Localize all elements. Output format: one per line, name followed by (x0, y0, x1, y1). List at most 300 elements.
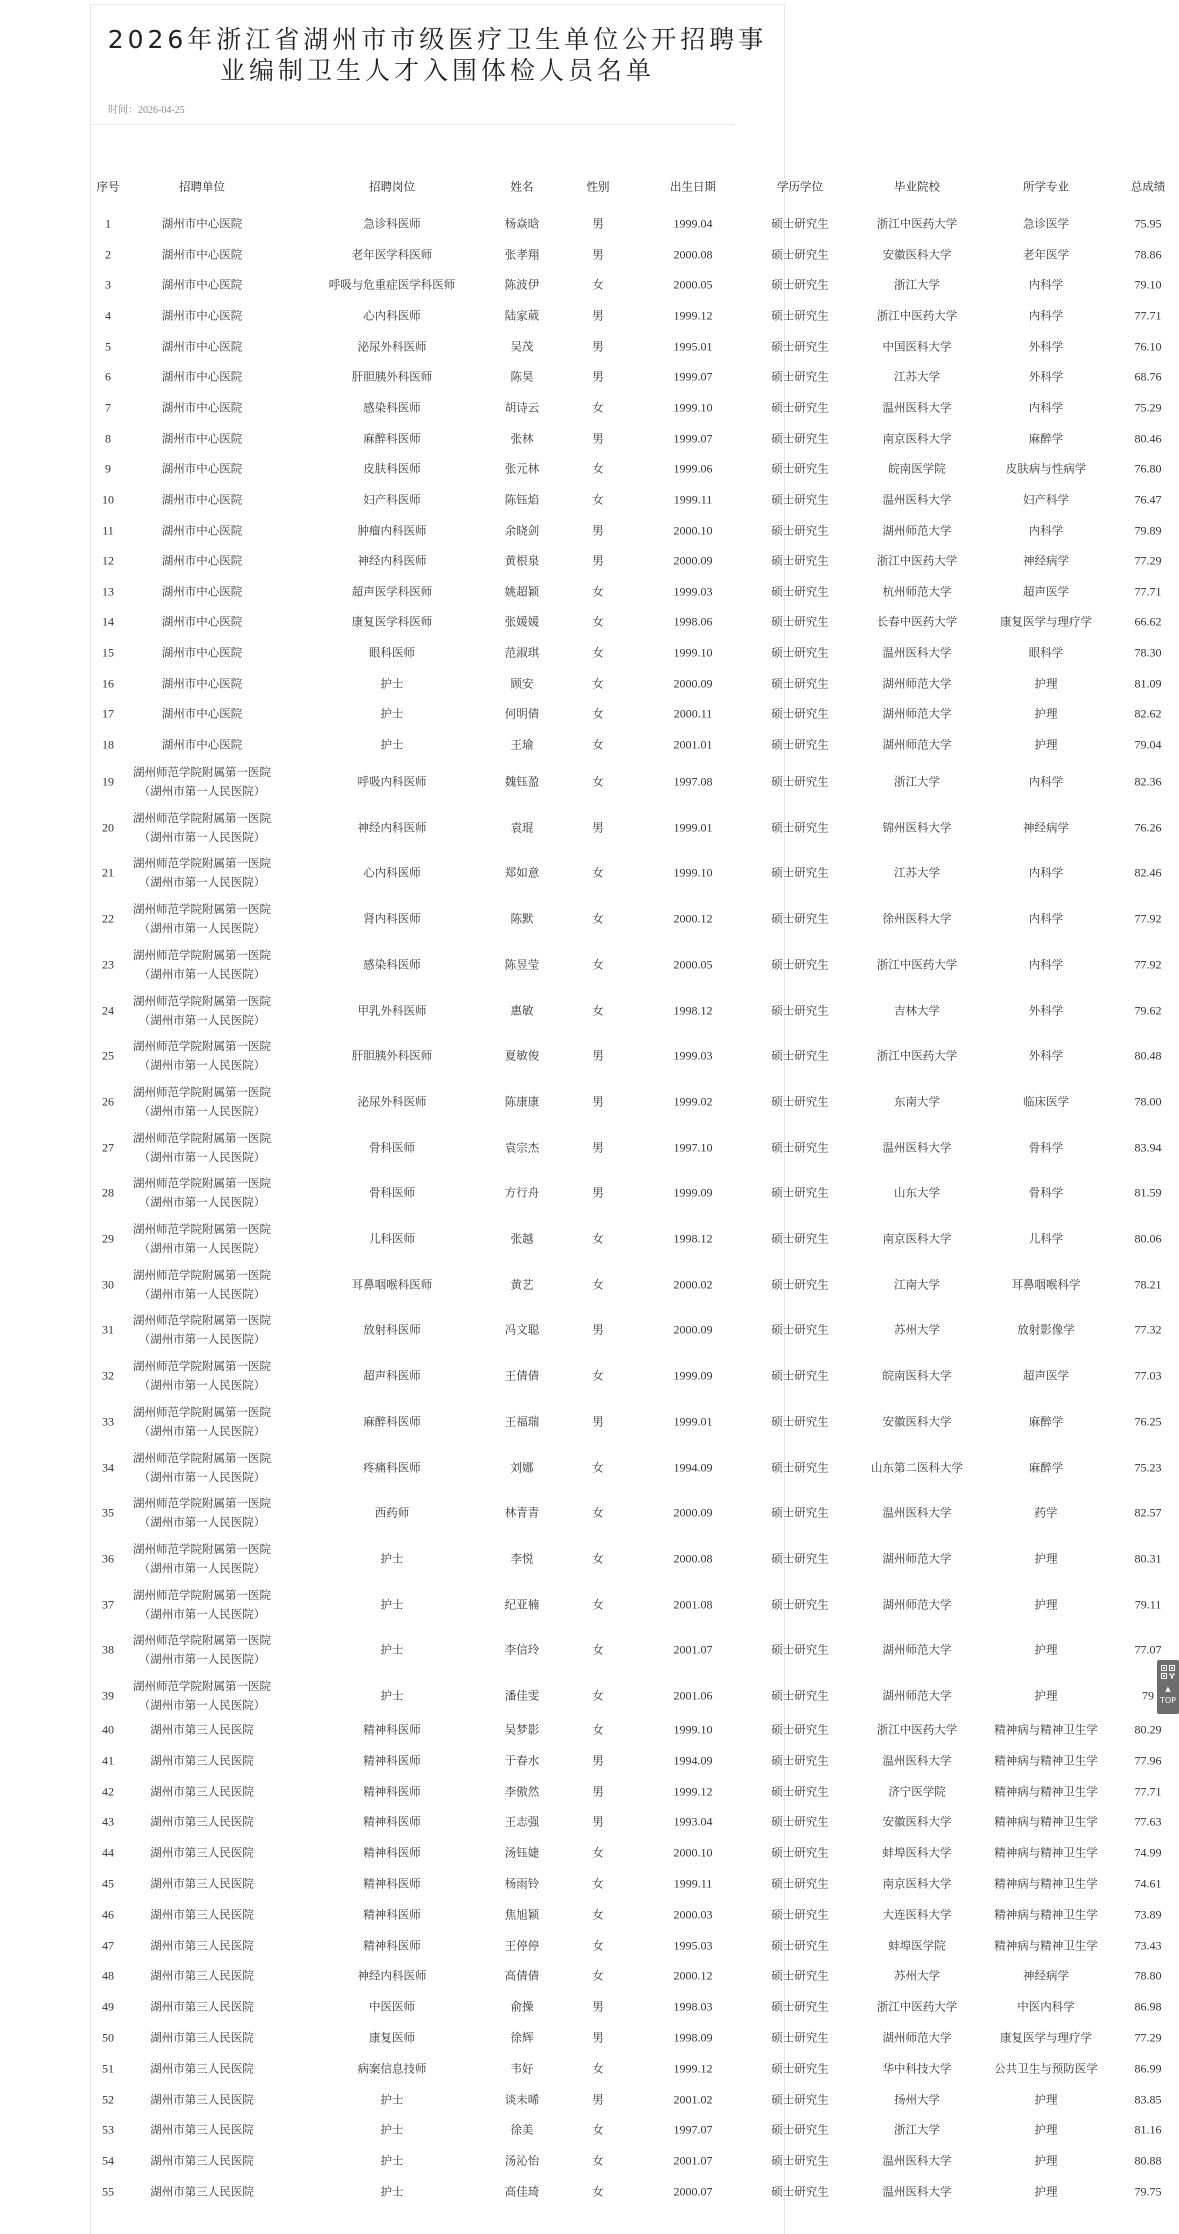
cell-unit: 湖州市第三人民医院 (150, 1845, 254, 1860)
cell-name: 黄艺 (510, 1277, 534, 1292)
cell-seq: 50 (102, 2030, 114, 2045)
cell-unit: 湖州师范学院附属第一医院 （湖州市第一人民医院） (133, 1633, 271, 1667)
cell-seq: 12 (102, 553, 114, 568)
cell-seq: 42 (102, 1784, 114, 1799)
cell-name: 张林 (510, 431, 534, 446)
cell-name: 王停停 (504, 1938, 540, 1953)
cell-degree: 硕士研究生 (771, 1505, 829, 1520)
cell-gender: 男 (592, 431, 604, 446)
cell-gender: 男 (592, 339, 604, 354)
title-line-1: 2026年浙江省湖州市市级医疗卫生单位公开招聘事 (107, 25, 768, 54)
cell-total-score: 74.99 (1134, 1845, 1162, 1860)
cell-total-score: 79.04 (1134, 737, 1162, 752)
cell-school: 江苏大学 (894, 369, 940, 384)
cell-gender: 女 (592, 1368, 604, 1383)
cell-name: 陈康康 (504, 1094, 540, 1109)
cell-degree: 硕士研究生 (771, 369, 829, 384)
cell-major: 神经病学 (1023, 553, 1069, 568)
cell-school: 湖州师范大学 (882, 523, 952, 537)
cell-unit: 湖州市中心医院 (161, 308, 243, 323)
cell-major: 皮肤病与性病学 (1005, 461, 1087, 476)
cell-unit: 湖州市中心医院 (161, 584, 243, 599)
cell-name: 李傲然 (504, 1784, 540, 1799)
cell-gender: 女 (592, 1003, 604, 1017)
cell-name: 陈钰焰 (504, 492, 540, 507)
cell-unit: 湖州市第三人民医院 (150, 1814, 254, 1829)
cell-seq: 13 (102, 584, 114, 599)
cell-school: 浙江大学 (894, 774, 940, 789)
cell-total-score: 79.75 (1134, 2184, 1162, 2199)
cell-total-score: 76.10 (1134, 339, 1162, 354)
cell-total-score: 79.10 (1134, 277, 1162, 292)
cell-degree: 硕士研究生 (771, 1460, 829, 1474)
cell-unit: 湖州市中心医院 (161, 645, 243, 660)
cell-gender: 女 (592, 645, 604, 660)
cell-major: 护理 (1034, 1688, 1058, 1703)
cell-name: 谈未晞 (504, 2092, 540, 2107)
cell-name: 李悦 (510, 1551, 534, 1566)
cell-degree: 硕士研究生 (771, 1277, 829, 1292)
cell-total-score: 77.29 (1134, 2030, 1162, 2045)
cell-school: 长春中医药大学 (876, 614, 958, 629)
cell-major: 超声医学 (1023, 584, 1069, 599)
cell-birth-date: 1999.07 (673, 431, 713, 446)
cell-unit: 湖州市第三人民医院 (150, 1876, 254, 1891)
cell-gender: 女 (592, 277, 604, 292)
cell-unit: 湖州市第三人民医院 (150, 2122, 254, 2137)
cell-name: 冯文聪 (504, 1322, 540, 1337)
cell-school: 浙江大学 (894, 2122, 940, 2137)
cell-degree: 硕士研究生 (771, 1814, 829, 1829)
cell-gender: 女 (592, 2184, 604, 2199)
cell-name: 林青青 (504, 1505, 540, 1520)
cell-name: 刘娜 (510, 1460, 534, 1474)
cell-degree: 硕士研究生 (771, 1722, 829, 1737)
cell-seq: 26 (102, 1094, 114, 1109)
cell-name: 郑如意 (504, 865, 540, 880)
cell-major: 精神病与精神卫生学 (994, 1907, 1098, 1922)
cell-birth-date: 2000.09 (673, 1322, 713, 1337)
cell-position: 护士 (380, 2092, 404, 2107)
cell-name: 张孝翔 (504, 247, 540, 262)
cell-school: 温州医科大学 (882, 492, 952, 507)
cell-total-score: 81.16 (1134, 2122, 1162, 2137)
cell-birth-date: 1999.03 (673, 584, 713, 599)
page-title (90, 24, 785, 86)
cell-gender: 男 (592, 369, 604, 384)
cell-major: 护理 (1034, 706, 1058, 721)
cell-birth-date: 1998.09 (673, 2030, 713, 2045)
cell-school: 华中科技大学 (882, 2061, 952, 2076)
cell-seq: 6 (105, 369, 111, 384)
cell-unit: 湖州市第三人民医院 (150, 1999, 254, 2014)
cell-position: 感染科医师 (363, 957, 421, 972)
cell-total-score: 78.30 (1134, 645, 1162, 660)
cell-name: 陈默 (510, 911, 534, 926)
cell-gender: 女 (592, 2153, 604, 2168)
cell-degree: 硕士研究生 (771, 1597, 829, 1612)
cell-seq: 39 (102, 1688, 114, 1703)
cell-major: 护理 (1034, 1551, 1058, 1566)
cell-total-score: 83.94 (1134, 1140, 1162, 1155)
cell-gender: 女 (592, 706, 604, 721)
cell-name: 吴茂 (510, 339, 534, 354)
cell-gender: 女 (592, 1231, 604, 1246)
cell-unit: 湖州市中心医院 (161, 431, 243, 446)
cell-position: 耳鼻咽喉科医师 (351, 1277, 433, 1292)
cell-position: 超声医学科医师 (351, 584, 433, 599)
cell-degree: 硕士研究生 (771, 737, 829, 752)
cell-birth-date: 2000.09 (673, 553, 713, 568)
cell-seq: 55 (102, 2184, 114, 2199)
cell-unit: 湖州市中心医院 (161, 369, 243, 384)
cell-school: 大连医科大学 (882, 1907, 952, 1922)
cell-total-score: 76.25 (1134, 1414, 1162, 1429)
cell-gender: 男 (592, 1753, 604, 1768)
cell-school: 江苏大学 (894, 865, 940, 880)
cell-position: 护士 (380, 1597, 404, 1612)
cell-degree: 硕士研究生 (771, 1003, 829, 1017)
cell-position: 病案信息技师 (357, 2061, 427, 2076)
cell-birth-date: 1999.10 (673, 865, 713, 880)
cell-name: 魏钰盈 (504, 774, 540, 789)
cell-degree: 硕士研究生 (771, 865, 829, 880)
cell-name: 张越 (510, 1231, 534, 1246)
header-gender: 性别 (586, 179, 610, 194)
cell-school: 湖州师范大学 (882, 1642, 952, 1657)
cell-unit: 湖州市第三人民医院 (150, 1907, 254, 1922)
cell-total-score: 75.23 (1134, 1460, 1162, 1474)
cell-seq: 32 (102, 1368, 114, 1383)
divider (92, 124, 734, 125)
cell-position: 超声科医师 (363, 1368, 421, 1383)
cell-degree: 硕士研究生 (771, 1784, 829, 1799)
cell-birth-date: 2000.10 (673, 1845, 713, 1860)
cell-position: 儿科医师 (369, 1231, 415, 1246)
cell-gender: 女 (592, 1968, 604, 1983)
cell-major: 骨科学 (1028, 1185, 1064, 1200)
cell-school: 湖州师范大学 (882, 737, 952, 752)
cell-birth-date: 1993.04 (673, 1814, 713, 1829)
cell-gender: 女 (592, 1597, 604, 1612)
cell-position: 感染科医师 (363, 400, 421, 415)
cell-seq: 8 (105, 431, 111, 446)
cell-position: 麻醉科医师 (363, 1414, 421, 1429)
cell-seq: 17 (102, 706, 114, 721)
cell-birth-date: 2000.12 (673, 1968, 713, 1983)
cell-gender: 男 (592, 1140, 604, 1155)
cell-birth-date: 2001.07 (673, 2153, 713, 2168)
cell-name: 张元林 (504, 461, 540, 476)
cell-degree: 硕士研究生 (771, 553, 829, 568)
cell-seq: 11 (102, 523, 114, 537)
cell-school: 浙江中医药大学 (876, 1722, 958, 1737)
cell-degree: 硕士研究生 (771, 645, 829, 660)
cell-school: 浙江中医药大学 (876, 957, 958, 972)
cell-seq: 44 (102, 1845, 114, 1860)
arrow-up-icon: ▲ (1165, 1685, 1171, 1693)
cell-birth-date: 2000.10 (673, 523, 713, 537)
cell-total-score: 80.88 (1134, 2153, 1162, 2168)
cell-unit: 湖州市第三人民医院 (150, 1784, 254, 1799)
cell-degree: 硕士研究生 (771, 584, 829, 599)
cell-name: 徐辉 (510, 2030, 534, 2045)
cell-total-score: 66.62 (1134, 614, 1162, 629)
cell-unit: 湖州市中心医院 (161, 400, 243, 415)
cell-degree: 硕士研究生 (771, 2122, 829, 2137)
cell-position: 神经内科医师 (357, 820, 427, 835)
publish-time: 时间：2026-04-25 (108, 105, 185, 116)
cell-total-score: 77.07 (1134, 1642, 1162, 1657)
cell-unit: 湖州师范学院附属第一医院 （湖州市第一人民医院） (133, 993, 271, 1027)
cell-major: 麻醉学 (1028, 431, 1064, 446)
cell-school: 安徽医科大学 (882, 1414, 952, 1429)
cell-unit: 湖州师范学院附属第一医院 （湖州市第一人民医院） (133, 1176, 271, 1210)
cell-position: 护士 (380, 706, 404, 721)
cell-gender: 男 (592, 820, 604, 835)
cell-school: 江南大学 (894, 1277, 940, 1292)
cell-unit: 湖州市第三人民医院 (150, 2184, 254, 2199)
cell-position: 护士 (380, 737, 404, 752)
cell-name: 陈昊 (510, 369, 534, 384)
cell-gender: 女 (592, 957, 604, 972)
cell-total-score: 75.29 (1134, 400, 1162, 415)
cell-seq: 46 (102, 1907, 114, 1922)
cell-name: 顾安 (510, 676, 534, 691)
cell-total-score: 76.80 (1134, 461, 1162, 476)
cell-school: 中国医科大学 (882, 339, 952, 354)
cell-major: 公共卫生与预防医学 (994, 2061, 1098, 2076)
cell-position: 中医医师 (369, 1999, 415, 2014)
cell-seq: 36 (102, 1551, 114, 1566)
cell-gender: 男 (592, 553, 604, 568)
cell-position: 骨科医师 (369, 1140, 415, 1155)
cell-position: 肾内科医师 (363, 911, 421, 926)
header-seq: 序号 (96, 179, 120, 194)
cell-major: 护理 (1034, 676, 1058, 691)
cell-birth-date: 2001.08 (673, 1597, 713, 1612)
cell-birth-date: 2000.02 (673, 1277, 713, 1292)
top-label: TOP (1159, 1696, 1176, 1705)
cell-total-score: 86.98 (1134, 1999, 1162, 2014)
header-school: 毕业院校 (894, 179, 940, 194)
cell-seq: 34 (102, 1460, 114, 1474)
cell-position: 急诊科医师 (363, 216, 421, 231)
cell-birth-date: 2000.05 (673, 277, 713, 292)
cell-degree: 硕士研究生 (771, 820, 829, 835)
cell-major: 儿科学 (1028, 1231, 1064, 1246)
cell-position: 甲乳外科医师 (357, 1003, 427, 1017)
cell-gender: 女 (592, 492, 604, 507)
cell-major: 康复医学与理疗学 (1000, 614, 1092, 629)
qr-code-icon[interactable] (1161, 1665, 1175, 1679)
cell-unit: 湖州市第三人民医院 (150, 2153, 254, 2168)
cell-total-score: 79.62 (1134, 1003, 1162, 1017)
cell-school: 南京医科大学 (882, 1876, 952, 1891)
cell-gender: 男 (592, 1185, 604, 1200)
cell-unit: 湖州师范学院附属第一医院 （湖州市第一人民医院） (133, 1084, 271, 1118)
cell-major: 临床医学 (1023, 1094, 1069, 1109)
cell-total-score: 68.76 (1134, 369, 1162, 384)
cell-degree: 硕士研究生 (771, 2030, 829, 2045)
cell-seq: 7 (105, 400, 111, 415)
cell-major: 内科学 (1028, 400, 1064, 415)
cell-birth-date: 1998.12 (673, 1003, 713, 1017)
cell-total-score: 73.89 (1134, 1907, 1162, 1922)
header-birth-date: 出生日期 (670, 179, 716, 194)
cell-name: 黄根泉 (504, 553, 540, 568)
cell-degree: 硕士研究生 (771, 1368, 829, 1383)
cell-school: 扬州大学 (894, 2092, 940, 2107)
cell-unit: 湖州师范学院附属第一医院 （湖州市第一人民医院） (133, 1404, 271, 1438)
title-line-2: 业编制卫生人才入围体检人员名单 (219, 56, 655, 85)
cell-seq: 28 (102, 1185, 114, 1200)
cell-seq: 48 (102, 1968, 114, 1983)
cell-unit: 湖州市第三人民医院 (150, 2061, 254, 2076)
cell-position: 肝胆胰外科医师 (351, 1048, 433, 1063)
cell-birth-date: 1999.10 (673, 1722, 713, 1737)
cell-major: 外科学 (1028, 369, 1064, 384)
cell-position: 护士 (380, 2122, 404, 2137)
cell-birth-date: 2000.11 (673, 706, 713, 721)
cell-position: 神经内科医师 (357, 553, 427, 568)
cell-position: 神经内科医师 (357, 1968, 427, 1983)
cell-seq: 41 (102, 1753, 114, 1768)
cell-name: 王志强 (504, 1814, 540, 1829)
cell-gender: 女 (592, 1505, 604, 1520)
cell-name: 夏敏俊 (504, 1048, 540, 1063)
cell-major: 精神病与精神卫生学 (994, 1753, 1098, 1768)
cell-seq: 30 (102, 1277, 114, 1292)
cell-degree: 硕士研究生 (771, 2153, 829, 2168)
cell-birth-date: 1994.09 (673, 1753, 713, 1768)
cell-position: 康复医学科医师 (351, 614, 433, 629)
cell-birth-date: 1999.04 (673, 216, 713, 231)
cell-unit: 湖州师范学院附属第一医院 （湖州市第一人民医院） (133, 810, 271, 844)
cell-seq: 19 (102, 774, 114, 789)
cell-school: 蚌埠医科大学 (882, 1845, 952, 1860)
cell-name: 俞操 (510, 1999, 534, 2014)
cell-degree: 硕士研究生 (771, 774, 829, 789)
cell-total-score: 81.59 (1134, 1185, 1162, 1200)
back-to-top-button[interactable] (1157, 1660, 1179, 1714)
cell-total-score: 77.71 (1134, 584, 1162, 599)
cell-position: 精神科医师 (363, 1876, 421, 1891)
cell-position: 精神科医师 (363, 1753, 421, 1768)
cell-unit: 湖州师范学院附属第一医院 （湖州市第一人民医院） (133, 1450, 271, 1484)
cell-name: 胡诗云 (504, 400, 540, 415)
cell-birth-date: 1999.12 (673, 1784, 713, 1799)
cell-seq: 21 (102, 865, 114, 880)
cell-unit: 湖州师范学院附属第一医院 （湖州市第一人民医院） (133, 1496, 271, 1530)
cell-gender: 男 (592, 1999, 604, 2014)
cell-major: 精神病与精神卫生学 (994, 1938, 1098, 1953)
cell-name: 于春水 (504, 1753, 540, 1768)
cell-total-score: 80.31 (1134, 1551, 1162, 1566)
cell-major: 内科学 (1028, 911, 1064, 926)
cell-degree: 硕士研究生 (771, 247, 829, 262)
cell-degree: 硕士研究生 (771, 1140, 829, 1155)
cell-major: 精神病与精神卫生学 (994, 1784, 1098, 1799)
cell-unit: 湖州市第三人民医院 (150, 1968, 254, 1983)
cell-unit: 湖州市第三人民医院 (150, 1722, 254, 1737)
cell-birth-date: 1997.07 (673, 2122, 713, 2137)
cell-unit: 湖州市中心医院 (161, 247, 243, 262)
cell-degree: 硕士研究生 (771, 911, 829, 926)
cell-gender: 男 (592, 1414, 604, 1429)
cell-degree: 硕士研究生 (771, 1938, 829, 1953)
cell-major: 内科学 (1028, 277, 1064, 292)
cell-name: 陈波伊 (504, 277, 540, 292)
cell-position: 西药师 (374, 1505, 410, 1520)
cell-school: 温州医科大学 (882, 2184, 952, 2199)
cell-seq: 51 (102, 2061, 114, 2076)
cell-seq: 9 (105, 461, 111, 476)
cell-unit: 湖州市中心医院 (161, 492, 243, 507)
cell-school: 南京医科大学 (882, 1231, 952, 1246)
cell-school: 湖州师范大学 (882, 1551, 952, 1566)
cell-seq: 23 (102, 957, 114, 972)
cell-unit: 湖州市中心医院 (161, 523, 243, 537)
cell-unit: 湖州师范学院附属第一医院 （湖州市第一人民医院） (133, 1679, 271, 1712)
cell-major: 外科学 (1028, 1003, 1064, 1017)
cell-total-score: 74.61 (1134, 1876, 1162, 1891)
cell-seq: 16 (102, 676, 114, 691)
cell-seq: 3 (105, 277, 111, 292)
cell-unit: 湖州市中心医院 (161, 461, 243, 476)
cell-name: 汤钰婕 (504, 1845, 540, 1860)
cell-seq: 15 (102, 645, 114, 660)
cell-degree: 硕士研究生 (771, 1231, 829, 1246)
cell-birth-date: 1999.09 (673, 1185, 713, 1200)
cell-degree: 硕士研究生 (771, 1048, 829, 1063)
cell-school: 湖州师范大学 (882, 676, 952, 691)
cell-position: 护士 (380, 2184, 404, 2199)
cell-gender: 女 (592, 1277, 604, 1292)
cell-unit: 湖州市中心医院 (161, 737, 243, 752)
cell-degree: 硕士研究生 (771, 277, 829, 292)
cell-gender: 男 (592, 1814, 604, 1829)
cell-birth-date: 1999.03 (673, 1048, 713, 1063)
cell-birth-date: 1994.09 (673, 1460, 713, 1474)
cell-total-score: 73.43 (1134, 1938, 1162, 1953)
cell-gender: 女 (592, 1938, 604, 1953)
cell-position: 护士 (380, 1688, 404, 1703)
cell-degree: 硕士研究生 (771, 492, 829, 507)
cell-gender: 女 (592, 1907, 604, 1922)
cell-name: 陈昱莹 (504, 957, 540, 972)
cell-school: 皖南医学院 (888, 461, 946, 476)
cell-school: 锦州医科大学 (882, 820, 952, 835)
cell-gender: 女 (592, 1642, 604, 1657)
cell-total-score: 86.99 (1134, 2061, 1162, 2076)
cell-school: 湖州师范大学 (882, 706, 952, 721)
cell-unit: 湖州市中心医院 (161, 216, 243, 231)
cell-major: 麻醉学 (1028, 1460, 1064, 1474)
cell-gender: 女 (592, 1688, 604, 1703)
cell-position: 心内科医师 (363, 308, 421, 323)
cell-seq: 24 (102, 1003, 114, 1017)
cell-major: 妇产科学 (1023, 492, 1069, 507)
cell-position: 精神科医师 (363, 1845, 421, 1860)
cell-position: 泌尿外科医师 (357, 339, 427, 354)
cell-unit: 湖州市第三人民医院 (150, 1938, 254, 1953)
cell-seq: 14 (102, 614, 114, 629)
header-degree: 学历学位 (777, 179, 823, 194)
cell-major: 急诊医学 (1023, 216, 1069, 231)
cell-school: 温州医科大学 (882, 645, 952, 660)
cell-name: 袁宗杰 (504, 1140, 540, 1155)
